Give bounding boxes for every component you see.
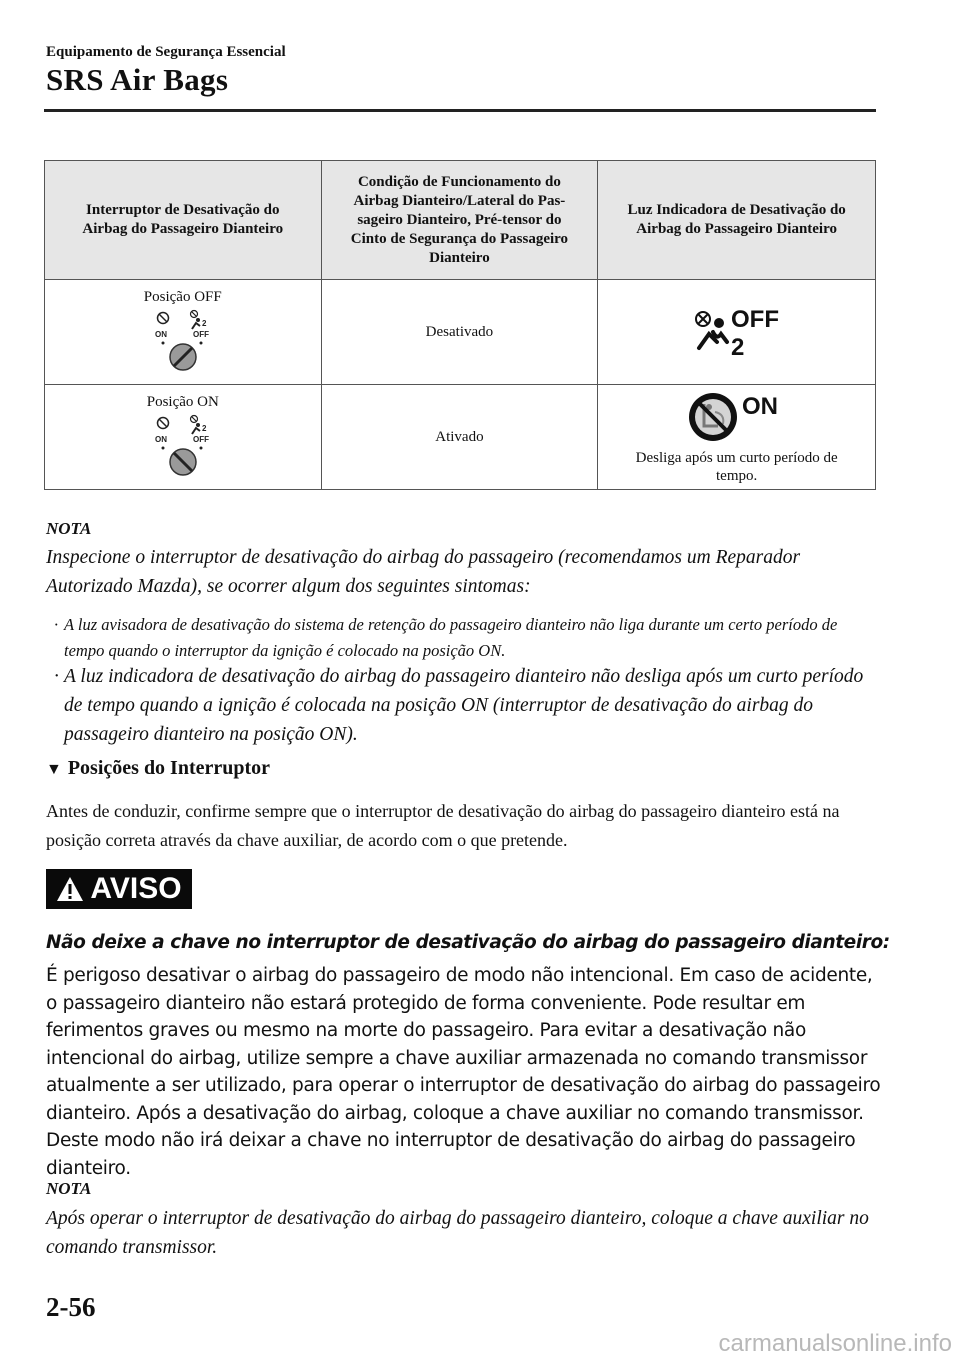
svg-text:2: 2	[730, 333, 744, 358]
svg-text:2: 2	[201, 423, 207, 433]
table-header-indicator: Luz Indicadora de Desativação do Airbag do Passageiro Dianteiro	[598, 161, 876, 280]
airbag-on-indicator-icon	[685, 390, 789, 444]
svg-text:OFF: OFF	[192, 329, 209, 339]
warning-title: Não deixe a chave no interruptor de desativação do airbag do passageiro dianteiro:	[46, 932, 890, 953]
bullet-dot: ·	[54, 615, 59, 634]
table-header-condition: Condição de Funcionamento do Airbag Dianteiro/Lateral do Pas- sageiro Dianteiro, Pré-tensor do Cinto de Segurança do Passageiro Dianteiro	[321, 161, 598, 280]
warning-text: É perigoso desativar o airbag do passageiro de modo não intencional. Em caso de acidente, o passageiro dianteiro não estará protegido de forma conveniente. Pode resultar em ferimentos graves ou mesmo na morte do passageiro. Para evitar a desativação não intencional do airbag, utilize sempre a chave auxiliar armazenada no comando transmissor atualmente a ser utilizado, para operar o interruptor de desativação do airbag do passageiro dianteiro. Após a desativação do airbag, coloque a chave auxiliar no comando transmissor. Deste modo não irá deixar a chave no interruptor de desativação do airbag do passageiro dianteiro.	[46, 965, 881, 1179]
switch-off-icon	[141, 308, 225, 372]
list-item: · A luz avisadora de desativação do sistema de retenção do passageiro dianteiro não liga durante um certo período de tempo quando o interruptor da ignição é colocado na posição ON.	[54, 612, 876, 664]
table-header-switch: Interruptor de Desativação do Airbag do Passageiro Dianteiro	[45, 161, 322, 280]
airbag-switch-table	[44, 160, 876, 490]
svg-text:ON: ON	[154, 329, 167, 339]
watermark: carmanualsonline.info	[718, 1330, 952, 1357]
note2-heading: NOTA	[46, 1179, 92, 1198]
section-label: Equipamento de Segurança Essencial	[46, 44, 286, 60]
list-item: · A luz indicadora de desativação do airbag do passageiro dianteiro não desliga após um curto período de tempo quando a ignição é colocada na posição ON (interruptor de desativação do airbag do passageiro dianteiro na posição ON).	[54, 662, 876, 749]
page-number: 2-56	[46, 1292, 96, 1322]
indicator-on-note: Desliga após um curto período de tempo.	[635, 449, 838, 484]
note-text: Inspecione o interruptor de desativação do airbag do passageiro (recomendamos um Reparador Autorizado Mazda), se ocorrer algum dos seguintes sintomas:	[46, 547, 801, 597]
title-divider	[44, 109, 876, 112]
indicator-off-cell	[598, 280, 876, 385]
subsection-text: Antes de conduzir, confirme sempre que o interruptor de desativação do airbag do passageiro dianteiro está na posição correta através da chave auxiliar, de acordo com o que pretende.	[46, 801, 840, 850]
svg-text:ON: ON	[154, 434, 167, 444]
condition-enabled-text: Ativado	[435, 428, 484, 445]
warning-triangle-icon	[56, 876, 84, 902]
svg-text:OFF: OFF	[192, 434, 209, 444]
note-heading: NOTA	[46, 519, 92, 538]
condition-on-cell	[321, 385, 598, 490]
table-row	[45, 280, 876, 385]
table-row	[45, 385, 876, 490]
warning-badge: AVISO	[46, 869, 192, 909]
condition-off-cell	[321, 280, 598, 385]
switch-on-cell	[45, 385, 322, 490]
svg-text:OFF: OFF	[730, 305, 779, 333]
airbag-off-indicator-icon	[685, 302, 789, 358]
triangle-down-icon: ▼	[46, 761, 62, 778]
svg-text:ON: ON	[741, 392, 778, 420]
svg-text:2: 2	[201, 318, 207, 328]
position-on-label: Posição ON	[146, 393, 219, 410]
subsection-heading: ▼ Posições do Interruptor	[46, 757, 271, 779]
note2-text: Após operar o interruptor de desativação do airbag do passageiro dianteiro, coloque a chave auxiliar no comando transmissor.	[46, 1208, 869, 1258]
position-off-label: Posição OFF	[143, 288, 222, 305]
bullet-dot: ·	[54, 666, 59, 687]
page-title: SRS Air Bags	[46, 62, 229, 97]
switch-on-icon	[141, 413, 225, 477]
table-header-row	[45, 161, 876, 280]
condition-disabled-text: Desativado	[425, 323, 494, 340]
switch-off-cell	[45, 280, 322, 385]
indicator-on-cell	[598, 385, 876, 490]
